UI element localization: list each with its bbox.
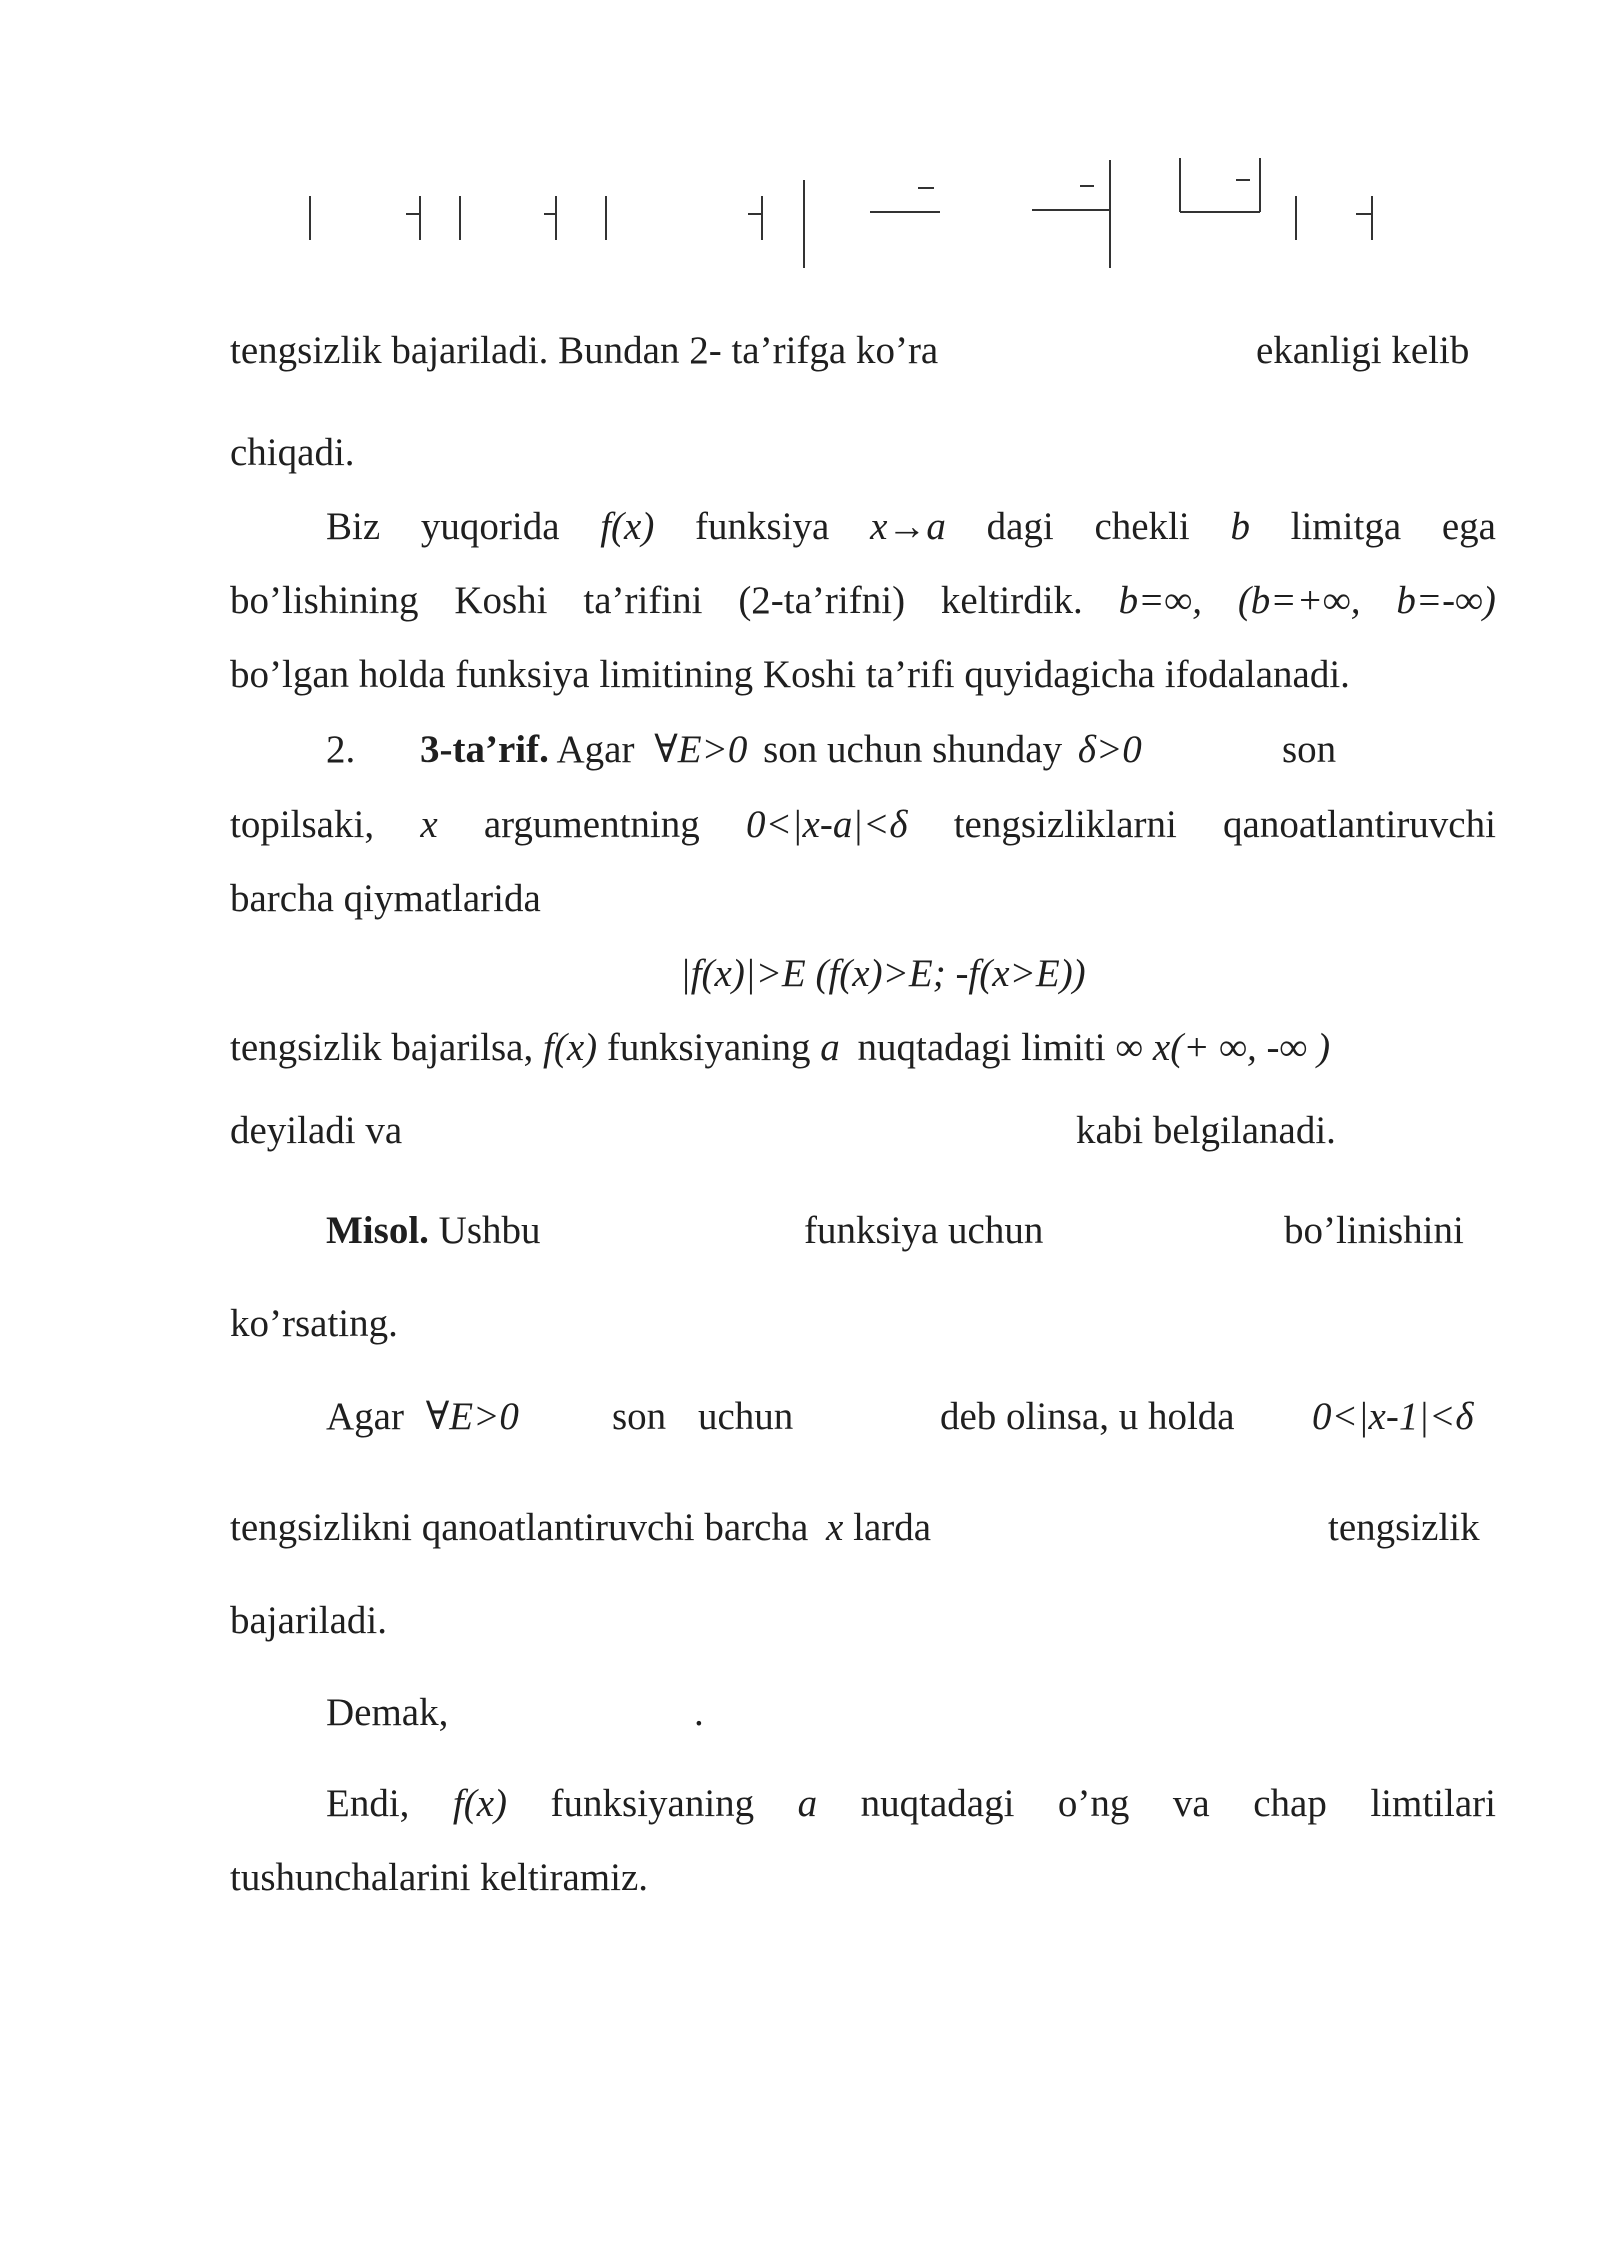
formula-inline: x: [826, 1506, 844, 1549]
def3-number: 2.: [326, 728, 356, 771]
word: Agar: [326, 1395, 404, 1438]
word: ega: [1441, 505, 1496, 548]
word: (2-ta’rifni): [738, 579, 906, 622]
example-line5: bajariladi.: [230, 1599, 388, 1642]
word: o’ng: [1057, 1782, 1130, 1825]
formula-inline: (b=+∞,: [1237, 579, 1361, 622]
example-line6-period: .: [694, 1691, 704, 1734]
word: son: [612, 1395, 667, 1438]
word: yuqorida: [420, 505, 560, 548]
example-line1-left: [326, 1208, 541, 1254]
word: topilsaki,: [230, 803, 375, 846]
example-line3-formula: 0<|x-1|<δ: [1312, 1395, 1474, 1438]
def3-line1-end: son: [1282, 728, 1337, 771]
word: va: [1172, 1782, 1210, 1825]
formula-inline: b=∞,: [1118, 579, 1202, 622]
definition-title: 3-ta’rif.: [420, 728, 549, 771]
p1-line1-left: tengsizlik bajariladi. Bundan 2- ta’rifga ko’ra: [230, 329, 939, 372]
word: qanoatlantiruvchi: [1223, 803, 1496, 846]
example-line1-right: bo’linishini: [1284, 1209, 1464, 1252]
example-title: Misol.: [326, 1209, 429, 1252]
p1-line1-right: ekanligi kelib: [1256, 329, 1470, 372]
example-line4-left: [230, 1505, 931, 1551]
def3-line5-left: deyiladi va: [230, 1109, 403, 1152]
formula-inline: x: [420, 803, 438, 846]
def3-line5-right: kabi belgilanadi.: [1076, 1109, 1336, 1152]
word: funksiyaning: [606, 1026, 811, 1069]
word: Ushbu: [438, 1209, 541, 1252]
word: tengsizlik bajarilsa,: [230, 1026, 534, 1069]
word: limtilari: [1370, 1782, 1496, 1825]
p1-line2: chiqadi.: [230, 431, 355, 474]
word: limitga: [1290, 505, 1402, 548]
formula-inline: f(x): [600, 505, 655, 548]
def3-line1: [420, 727, 1142, 773]
p2-line3: bo’lgan holda funksiya limitining Koshi ta’rifi quyidagicha ifodalanadi.: [230, 653, 1350, 696]
def3-formula: |f(x)|>E (f(x)>E; -f(x>E)): [680, 952, 1086, 995]
formula-inline: ∀E>0: [654, 728, 748, 771]
formula-inline: b: [1230, 505, 1250, 548]
def3-line2: [230, 802, 1496, 848]
word: Agar: [556, 728, 635, 771]
word: nuqtadagi: [860, 1782, 1015, 1825]
example-line3-left: [326, 1394, 519, 1440]
example-line6-left: Demak,: [326, 1691, 449, 1734]
closing-line2: tushunchalarini keltiramiz.: [230, 1856, 649, 1899]
word: uchun: [697, 1395, 794, 1438]
formula-inline: ∀E>0: [425, 1395, 519, 1438]
word: chap: [1253, 1782, 1327, 1825]
word: argumentning: [483, 803, 700, 846]
example-line3-right: deb olinsa, u holda: [940, 1395, 1235, 1438]
formula-inline: a: [797, 1782, 818, 1825]
word: larda: [853, 1506, 932, 1549]
p2-line2: [230, 578, 1496, 624]
formula-inline: f(x): [452, 1782, 508, 1825]
word: bo’lishining: [230, 579, 419, 622]
word: dagi: [986, 505, 1054, 548]
word: funksiyaning: [550, 1782, 755, 1825]
formula-inline: x(+ ∞, -∞ ): [1152, 1026, 1331, 1069]
formula-inline: δ>0: [1077, 728, 1142, 771]
formula-inline: f(x): [543, 1026, 598, 1069]
word: Koshi: [454, 579, 548, 622]
formula-inline: a: [820, 1026, 840, 1069]
word: nuqtadagi limiti ∞: [857, 1026, 1144, 1069]
word: tengsizliklarni: [953, 803, 1177, 846]
top-table-fragment: [0, 0, 1600, 300]
word: chekli: [1094, 505, 1190, 548]
formula-inline: x→a: [870, 505, 946, 548]
word: Biz: [326, 505, 381, 548]
def3-line3: barcha qiymatlarida: [230, 877, 541, 920]
formula-inline: 0<|x-a|<δ: [745, 803, 908, 846]
example-line1-mid: funksiya uchun: [804, 1209, 1044, 1252]
formula-inline: b=-∞): [1396, 579, 1496, 622]
word: funksiya: [695, 505, 830, 548]
def3-line4: [230, 1025, 1330, 1071]
p2-line1: [326, 504, 1496, 550]
closing-line1: [326, 1781, 1496, 1827]
example-line4-right: tengsizlik: [1328, 1506, 1480, 1549]
word: ta’rifini: [583, 579, 703, 622]
word: tengsizlikni qanoatlantiruvchi barcha: [230, 1506, 809, 1549]
word: son uchun shunday: [763, 728, 1063, 771]
example-line3-mid: [612, 1394, 793, 1440]
word: keltirdik.: [940, 579, 1083, 622]
word: Endi,: [326, 1782, 410, 1825]
example-line2: ko’rsating.: [230, 1302, 398, 1345]
